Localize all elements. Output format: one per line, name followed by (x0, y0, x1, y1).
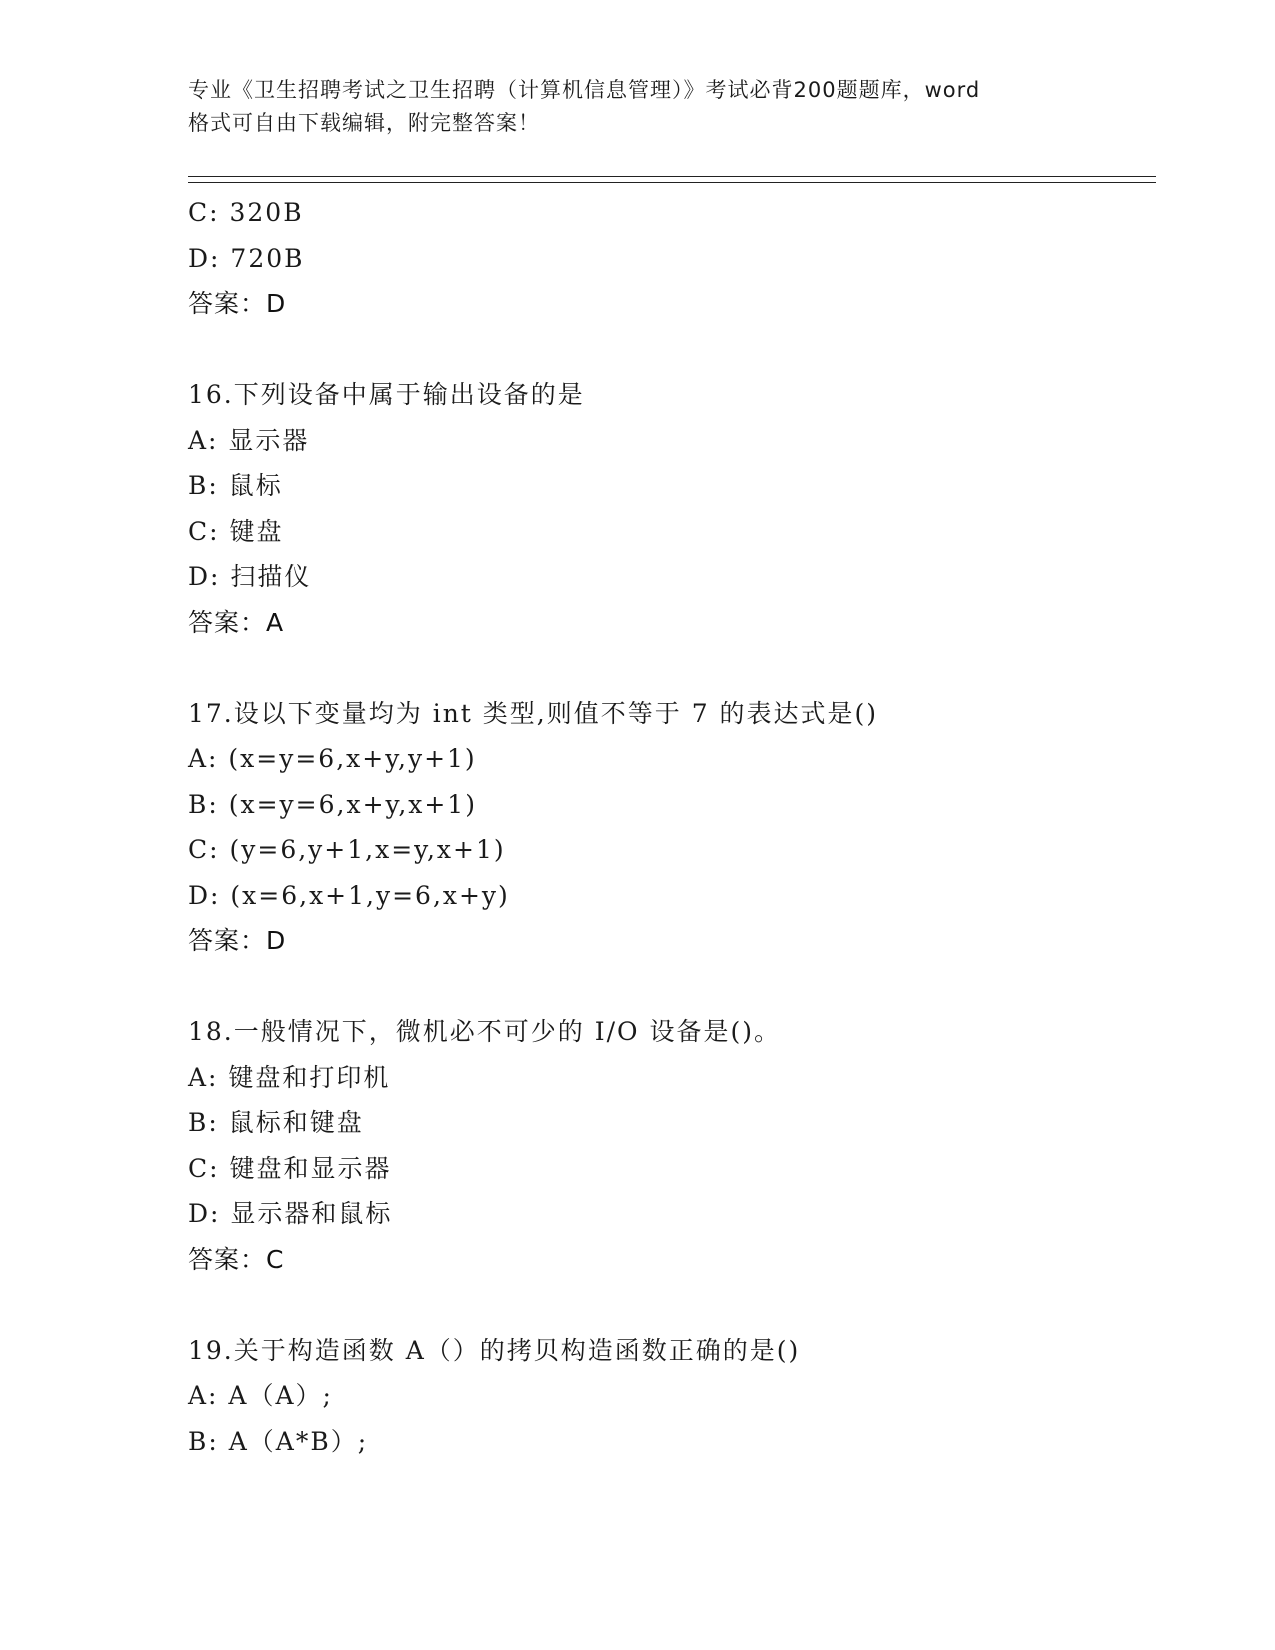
question-18 (188, 1009, 1156, 1282)
question-17 (188, 691, 1156, 964)
question-stem: 16.下列设备中属于输出设备的是 (188, 380, 585, 409)
option-b: B: (x=y=6,x+y,x+1) (188, 789, 477, 819)
answer-line: 答案：D (188, 926, 287, 955)
option-d: D: 显示器和鼠标 (188, 1199, 393, 1228)
option-a: A: 显示器 (188, 425, 310, 455)
spacer (188, 645, 1156, 691)
option-c: C: 键盘和显示器 (188, 1153, 392, 1183)
header-title-line-1: 专业《卫生招聘考试之卫生招聘（计算机信息管理）》考试必背200题题库，word (188, 78, 981, 102)
answer-line: 答案：C (188, 1244, 285, 1274)
question-stem: 19.关于构造函数 A（）的拷贝构造函数正确的是() (188, 1335, 801, 1365)
spacer (188, 1282, 1156, 1328)
option-a: A: (x=y=6,x+y,y+1) (188, 744, 477, 773)
question-19 (188, 1328, 1156, 1465)
option-d: D: 扫描仪 (188, 562, 312, 591)
document-header (188, 74, 1088, 140)
option-a: A: 键盘和打印机 (188, 1062, 391, 1092)
option-a: A: A（A）; (188, 1381, 333, 1410)
option-d: D: (x=6,x+1,y=6,x+y) (188, 880, 510, 910)
spacer (188, 327, 1156, 373)
option-c: C: (y=6,y+1,x=y,x+1) (188, 835, 506, 864)
option-b: B: 鼠标和键盘 (188, 1108, 364, 1137)
option-c: C: 320B (188, 198, 304, 227)
question-15-continued (188, 190, 1156, 327)
question-16 (188, 372, 1156, 645)
spacer (188, 964, 1156, 1010)
option-c: C: 键盘 (188, 516, 284, 546)
question-stem: 18.一般情况下，微机必不可少的 I/O 设备是()。 (188, 1017, 781, 1046)
option-b: B: A（A*B）; (188, 1426, 369, 1456)
question-list (188, 190, 1156, 1464)
question-stem: 17.设以下变量均为 int 类型,则值不等于 7 的表达式是() (188, 698, 879, 728)
option-b: B: 鼠标 (188, 471, 283, 500)
header-title-line-2: 格式可自由下载编辑，附完整答案！ (188, 111, 540, 135)
header-divider-top (188, 176, 1156, 177)
answer-line: 答案：D (188, 289, 287, 318)
header-divider-bottom (188, 182, 1156, 183)
answer-line: 答案：A (188, 607, 285, 637)
option-d: D: 720B (188, 243, 305, 273)
